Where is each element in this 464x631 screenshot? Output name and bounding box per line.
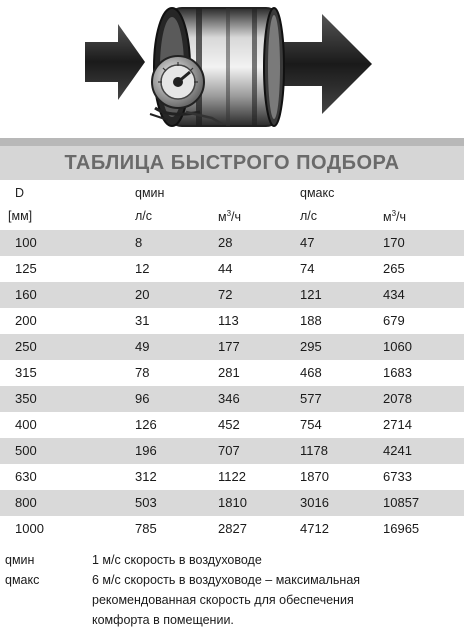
cell-diameter: 200 (15, 313, 37, 328)
cell-diameter: 500 (15, 443, 37, 458)
cell-qmax-m3h: 265 (383, 261, 405, 276)
cell-qmax-m3h: 1060 (383, 339, 412, 354)
inflow-arrow-icon (85, 24, 145, 100)
cell-qmax-m3h: 679 (383, 313, 405, 328)
table-row (0, 360, 464, 386)
cell-qmax-m3h: 16965 (383, 521, 420, 536)
table-row (0, 490, 464, 516)
cell-qmax-m3h: 10857 (383, 495, 420, 510)
cell-qmax-m3h: 2078 (383, 391, 412, 406)
cell-diameter: 350 (15, 391, 37, 406)
cell-qmin-m3h: 72 (218, 287, 233, 302)
page-title: ТАБЛИЦА БЫСТРОГО ПОДБОРА (64, 151, 400, 174)
table-row (0, 516, 464, 542)
table-row (0, 334, 464, 360)
cell-qmax-ls: 74 (300, 261, 315, 276)
cell-diameter: 800 (15, 495, 37, 510)
cell-qmin-ls: 126 (135, 417, 157, 432)
cell-qmax-ls: 1178 (300, 443, 328, 458)
cell-qmax-ls: 295 (300, 339, 322, 354)
cell-qmin-ls: 312 (135, 469, 157, 484)
cell-qmin-m3h: 452 (218, 417, 240, 432)
cell-qmin-m3h: 2827 (218, 521, 247, 536)
selection-table (0, 230, 464, 542)
cell-qmin-ls: 785 (135, 521, 157, 536)
cell-diameter: 160 (15, 287, 37, 302)
note-text-qmax-1: 6 м/с скорость в воздуховоде – максимальная (92, 573, 361, 587)
cell-qmin-m3h: 1122 (218, 469, 246, 484)
cell-qmax-m3h: 1683 (383, 365, 412, 380)
cell-qmin-m3h: 44 (218, 261, 233, 276)
cell-qmin-m3h: 707 (218, 443, 240, 458)
header-divider (0, 138, 464, 146)
header-qmax-m3h: $м^3/ч$ (383, 209, 407, 225)
cell-qmax-ls: 4712 (300, 521, 329, 536)
cell-qmax-m3h: 4241 (383, 443, 412, 458)
cell-qmin-ls: 503 (135, 495, 157, 510)
table-row (0, 230, 464, 256)
cell-qmin-ls: 12 (135, 261, 150, 276)
cell-qmax-ls: 121 (300, 287, 322, 302)
cell-qmax-ls: 1870 (300, 469, 329, 484)
cell-qmin-m3h: 281 (218, 365, 240, 380)
cell-qmin-ls: 20 (135, 287, 150, 302)
cell-qmin-ls: 96 (135, 391, 150, 406)
cell-qmax-ls: 47 (300, 235, 315, 250)
cell-qmax-m3h: 170 (383, 235, 405, 250)
cell-qmax-ls: 188 (300, 313, 322, 328)
title-band (0, 146, 464, 180)
header-qmin-ls: л/с (135, 209, 153, 223)
cell-diameter: 630 (15, 469, 37, 484)
cell-qmin-ls: 49 (135, 339, 150, 354)
cell-qmax-m3h: 6733 (383, 469, 412, 484)
table-row (0, 438, 464, 464)
cell-qmax-ls: 468 (300, 365, 322, 380)
note-text-qmax-3: комфорта в помещении. (92, 613, 234, 627)
header-qmin: qмин (135, 186, 165, 200)
cell-diameter: 125 (15, 261, 37, 276)
header-qmin-m3h: $м^3/ч$ (218, 209, 242, 225)
cell-qmax-ls: 577 (300, 391, 322, 406)
cell-qmin-ls: 196 (135, 443, 157, 458)
cell-diameter: 315 (15, 365, 37, 380)
table-row (0, 386, 464, 412)
header-qmax-ls: л/с (300, 209, 318, 223)
table-row (0, 308, 464, 334)
table-row (0, 464, 464, 490)
cell-qmin-m3h: 113 (218, 313, 239, 328)
cell-qmin-ls: 31 (135, 313, 150, 328)
cell-qmin-m3h: 346 (218, 391, 240, 406)
header-d: D (15, 186, 25, 200)
cell-diameter: 1000 (15, 521, 44, 536)
table-row (0, 412, 464, 438)
cell-qmin-ls: 78 (135, 365, 150, 380)
cell-qmax-m3h: 2714 (383, 417, 412, 432)
note-text-qmin: 1 м/с скорость в воздуховоде (92, 553, 262, 567)
cell-qmax-ls: 754 (300, 417, 322, 432)
note-term-qmin: qмин (5, 553, 35, 567)
cell-diameter: 250 (15, 339, 37, 354)
table-row (0, 282, 464, 308)
table-row (0, 256, 464, 282)
note-text-qmax-2: рекомендованная скорость для обеспечения (92, 593, 354, 607)
cell-qmax-ls: 3016 (300, 495, 329, 510)
cell-diameter: 100 (15, 235, 37, 250)
cell-qmax-m3h: 434 (383, 287, 405, 302)
header-d-unit: [мм] (8, 209, 33, 223)
header-qmax: qмакс (300, 186, 335, 200)
cell-qmin-ls: 8 (135, 235, 143, 250)
damper-illustration (0, 0, 464, 138)
cell-diameter: 400 (15, 417, 37, 432)
cell-qmin-m3h: 1810 (218, 495, 247, 510)
note-term-qmax: qмакс (5, 573, 40, 587)
cell-qmin-m3h: 28 (218, 235, 233, 250)
cell-qmin-m3h: 177 (218, 339, 240, 354)
